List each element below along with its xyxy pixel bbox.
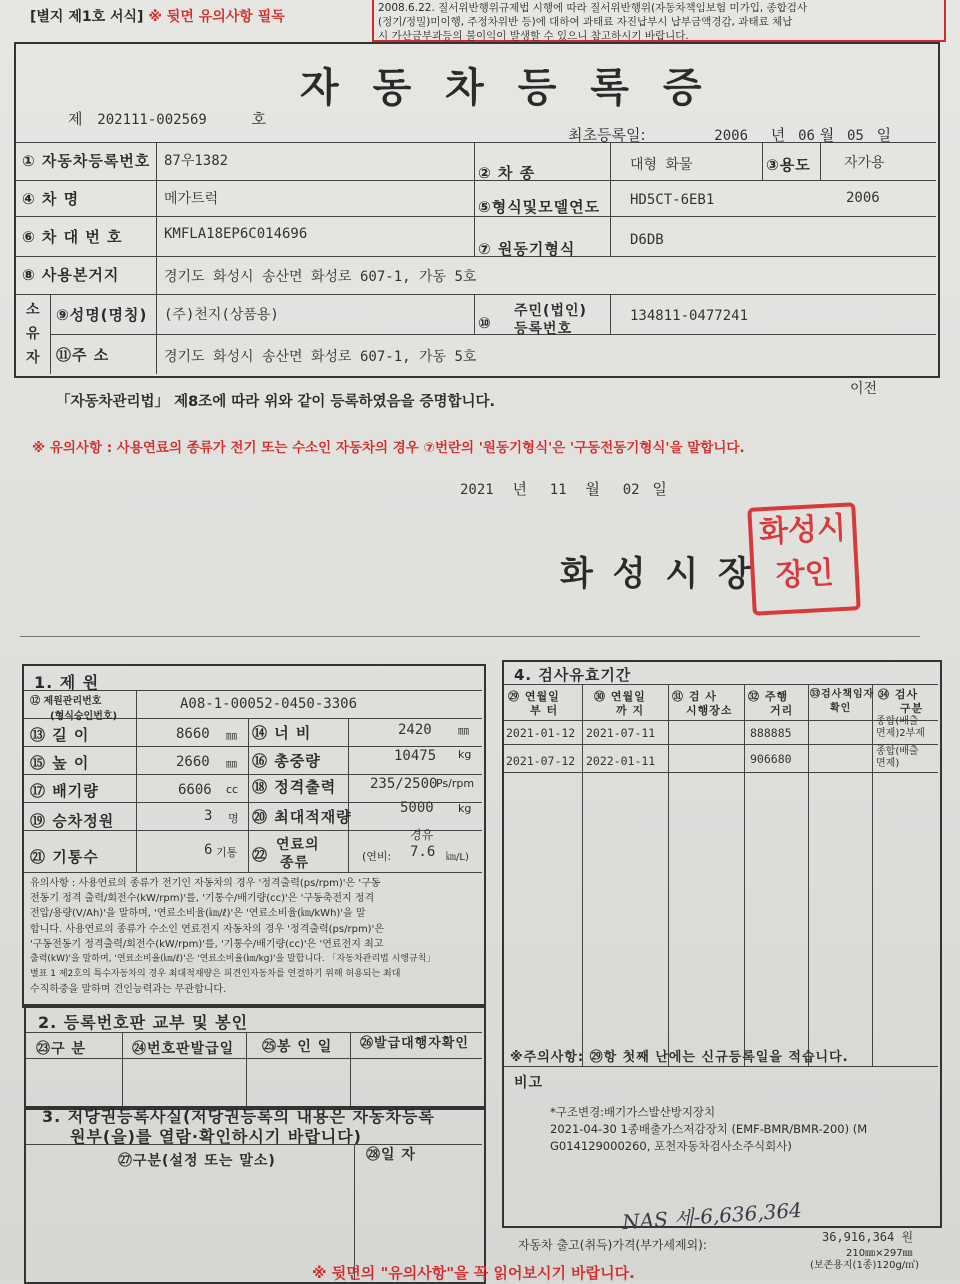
row-divider [16,180,936,181]
lien-col-header: ㉘일 자 [366,1147,416,1163]
gross-value: 10475 [394,748,437,764]
load-label: ⑳ 최대적재량 [252,808,352,826]
load-unit: kg [458,802,472,815]
base-label: ⑧ 사용본거지 [22,266,120,284]
col-divider [610,142,611,256]
height-value: 2660 [176,754,210,770]
inspection-section-title: 4. 검사유효기간 [514,666,632,684]
remark-text [550,1104,867,1155]
fuel-label: 연료의 [276,837,320,853]
col-divider [808,684,809,1066]
insp-col-num: ㉞ [878,688,890,701]
insp-col-label2: 거리 [770,704,794,717]
row-divider [50,334,936,335]
spec-section-title: 1. 제 원 [34,673,100,692]
cyl-label: ㉑ 기통수 [30,848,99,866]
remark-line: G014129000260, 포천자동차검사소주식회사) [550,1139,792,1153]
page-divider [20,636,920,637]
owner-name-label: ⑨성명(명칭) [56,306,148,324]
month-unit: 월 [819,126,835,144]
col-divider [156,294,157,374]
first-reg-day: 05 [847,128,864,144]
insp-row-from: 2021-07-12 [506,754,576,768]
row-divider [24,746,482,747]
insp-col-label2: 구분 [900,702,924,715]
power-label: ⑱ 정격출력 [252,778,337,796]
disp-label: ⑰ 배기량 [30,782,99,800]
plate-col-header: ㉕봉 인 일 [262,1039,333,1055]
length-unit: ㎜ [226,729,237,742]
first-reg-year: 2006 [714,128,749,144]
corp-no-num: ⑩ [478,314,492,332]
power-value: 235/2500 [370,776,438,792]
gross-label: ⑯ 총중량 [252,752,321,770]
transfer-note: 이전 [850,381,878,397]
insp-row-kind [876,716,925,740]
reg-no-label: ① 자동차등록번호 [22,152,151,170]
insp-col-checker [810,688,874,716]
insp-col-label2: 부 터 [530,704,559,717]
insp-col-num: ㉛ [672,690,684,703]
insp-col-label: 검사 [894,688,919,701]
caution-text: ※ 유의사항 : 사용연료의 종류가 전기 또는 수소인 자동차의 경우 ⑦번란의 '원동기형식'은 '구동전동기형식'을 말합니다. [32,440,745,456]
insp-col-label2: 까 지 [616,704,645,717]
spec-notes [30,876,435,998]
height-label: ⑮ 높 이 [30,754,90,772]
col-divider [136,690,137,872]
spec-note-line: 전압/용량(V/Ah)'을 말하며, '연료소비율(㎞/ℓ)'은 '연료소비율(㎞/kWh)'을 말 [30,908,366,920]
col-divider [474,294,475,334]
form-label [30,6,285,26]
day-unit: 일 [876,126,892,144]
use-value: 자가용 [844,155,885,171]
insp-row-mileage: 906680 [750,752,792,766]
name-label: ④ 차 명 [22,190,80,208]
col-divider [50,294,51,374]
col-divider [350,1032,351,1106]
official-seal-stamp [747,502,861,616]
cert-prefix: 제 [68,110,83,128]
spec-note-line: 수직하중을 말하며 견인능력과는 무관합니다. [30,984,227,996]
disp-unit: cc [226,783,239,796]
fuel-value: 경유 [410,828,434,842]
issue-day-unit: 일 [652,480,667,498]
name-value: 메가트럭 [164,191,219,207]
first-reg-month: 06 [798,128,815,144]
form-number: [별지 제1호 서식] [30,9,144,25]
model-label: ⑤형식및모델연도 [478,198,601,216]
col-divider [248,718,249,872]
year-unit: 년 [770,126,786,144]
insp-row-kind [876,746,919,770]
fuel-label2: 종류 [280,855,310,871]
insp-kind-line: 종합(배출 [876,716,919,727]
inspection-note: ※주의사항: ㉙항 첫째 난에는 신규등록일을 적습니다. [510,1050,849,1065]
row-divider [24,774,482,775]
insp-kind-line: 종합(배출 [876,746,919,757]
col-divider [668,684,669,1066]
certificate-number [68,108,266,129]
insp-kind-line: 면제) [876,758,900,769]
issue-month: 11 [549,482,567,498]
col-divider [744,684,745,1066]
insp-col-label2: 확인 [830,703,852,714]
certify-text: 「자동차관리법」 제8조에 따라 위와 같이 등록하였음을 증명합니다. [56,394,496,410]
type-value: 대형 화물 [630,157,693,173]
col-divider [354,1144,355,1280]
insp-col-label: 연월일 [610,690,646,703]
plate-col-header: ㉔번호판발급일 [132,1041,235,1057]
col-divider [246,1032,247,1106]
paper-size: 210㎜×297㎜ [846,1248,913,1259]
issue-year: 2021 [460,482,494,498]
notice-line: 시 가산금부과등의 불이익이 발생할 수 있으니 참고하시기 바랍니다. [378,30,689,42]
spec-note-line: '구동전동기 정격출력/회전수(kW/rpm)'를, '기통수/배기량(cc)'은 '연료전지 최고 [30,938,384,950]
model-year-value: 2006 [846,190,880,206]
paper-note: (보존용지(1종)120g/㎡) [810,1260,920,1271]
row-divider [16,256,936,257]
col-divider [348,718,349,872]
plate-col-header: ㉓구 분 [36,1041,86,1057]
insp-col-num: ㉙ [508,690,520,703]
seats-label: ⑲ 승차정원 [30,812,115,830]
bottom-note: ※ 뒷면의 "유의사항"을 꼭 읽어보시기 바랍니다. [312,1264,635,1282]
engine-label: ⑦ 원동기형식 [478,240,576,258]
row-divider [24,690,482,691]
eff-label: (연비: [362,850,392,863]
plate-section-title: 2. 등록번호판 교부 및 봉인 [38,1013,249,1032]
height-unit: ㎜ [226,757,237,770]
insp-kind-line: 면제)2부제 [876,728,925,739]
issue-day: 02 [622,482,640,498]
col-divider [122,1032,123,1106]
col-divider [820,142,821,180]
model-value: HD5CT-6EB1 [630,192,715,208]
length-label: ⑬ 길 이 [30,726,90,744]
price-value: 36,916,364 원 [822,1230,914,1244]
insp-row-from: 2021-01-12 [506,726,576,740]
seats-unit: 명 [228,812,239,825]
spec-note-line: 전동기 정격 출력/회전수(kW/rpm)'를, '기통수/배기량(cc)'은 '구동축전지 정격 [30,893,375,905]
document-title: 자 동 차 등 록 증 [300,65,712,111]
length-value: 8660 [176,726,210,742]
cyl-unit: 기통 [216,846,238,859]
row-divider [26,1058,482,1059]
lien-section-title: 3. 저당권등록사실(저당권등록의 내용은 자동차등록 [42,1107,435,1126]
col-divider [872,684,873,1066]
seats-value: 3 [204,808,213,824]
remark-line: 2021-04-30 1종배출가스저감장치 (EMF-BMR/BMR-200) (M [550,1122,868,1136]
insp-col-label: 주행 [764,690,789,703]
insp-col-label: 연월일 [524,690,560,703]
row-divider [16,294,936,295]
power-unit: Ps/rpm [436,777,475,790]
mgmt-label-text: 제원관리번호 [43,696,102,707]
insp-col-place [672,690,733,718]
remark-label: 비고 [514,1075,544,1091]
row-divider [24,872,482,873]
insp-col-kind [878,688,923,716]
plate-col-header: ㉖발급대행자확인 [360,1036,469,1051]
base-value: 경기도 화성시 송산면 화성로 607-1, 가동 5호 [164,269,477,285]
col-divider [582,684,583,1066]
insp-col-mileage [748,690,793,718]
insp-row-to: 2022-01-11 [586,754,656,768]
vin-value: KMFLA18EP6C014696 [164,226,308,242]
row-divider [504,1066,938,1067]
address-label: ⑪주 소 [56,346,110,364]
issue-date [460,478,667,499]
lien-col-header: ㉗구분(설정 또는 말소) [118,1153,276,1169]
lien-section-title2: 원부(을)를 열람·확인하시기 바랍니다) [70,1127,362,1146]
spec-note-line: 출력(kW)'을 말하며, '연료소비율(㎞/ℓ)'은 '연료소비율(㎞/kg)'을 말합니다. 「자동차관리법 시행규칙」 [30,954,436,965]
row-divider [16,142,936,143]
width-label: ⑭ 너 비 [252,724,312,742]
notice-line: (정기/정밀)미이행, 주정차위반 등)에 대하여 과태료 자진납부시 납부금액경감, 과태료 체납 [378,16,793,28]
col-divider [474,142,475,256]
gross-unit: kg [458,748,472,761]
insp-col-num: ㉜ [748,690,760,703]
insp-col-label: 검 사 [688,690,717,703]
address-value: 경기도 화성시 송산면 화성로 607-1, 가동 5호 [164,349,477,365]
cert-number-value: 202111-002569 [97,112,207,128]
corp-no-label2: 등록번호 [514,321,573,337]
insp-col-num: ㉝ [810,689,821,700]
mgmt-label [30,692,117,722]
width-value: 2420 [398,722,432,738]
seal-line: 장인 [774,555,835,594]
mgmt-value: A08-1-00052-0450-3306 [180,696,358,712]
first-reg-label: 최초등록일: [568,126,646,144]
vin-label: ⑥ 차 대 번 호 [22,228,123,246]
corp-no-label: 주민(법인) [514,303,587,319]
owner-name-value: (주)천지(상품용) [164,307,279,323]
col-divider [156,142,157,294]
seal-line: 화성시 [758,510,847,551]
back-note: ※ 뒷면 유의사항 필독 [148,9,285,25]
mgmt-num: ⑫ [30,696,40,707]
engine-value: D6DB [630,232,664,248]
insp-col-from [508,690,560,718]
owner-side-label: 소 유 자 [26,302,41,366]
spec-note-line: 별표 1 제2호의 특수자동차의 경우 최대적재량은 피견인자동차를 연결하기 위해 허용되는 최대 [30,969,401,980]
type-label: ② 차 종 [478,164,536,182]
spec-note-line: 합니다. 사용연료의 종류가 수소인 연료전지 자동차의 경우 '정격출력(ps/rpm)'은 [30,923,384,935]
spec-note-line: 유의사항 : 사용연료의 종류가 전기인 자동차의 경우 '정격출력(ps/rpm)'은 '구동 [30,878,381,889]
row-divider [16,216,936,217]
insp-row-to: 2021-07-11 [586,726,656,740]
insp-col-label: 검사책임자 [821,689,875,700]
disp-value: 6606 [178,782,212,798]
issuer-name: 화 성 시 장 [560,554,755,594]
issue-year-unit: 년 [512,480,527,498]
eff-unit: ㎞/L) [446,852,469,863]
cyl-value: 6 [204,842,213,858]
remark-line: *구조변경:배기가스발산방지장치 [550,1105,716,1119]
insp-row-mileage: 888885 [750,726,792,740]
mgmt-label-sub: (형식승인번호) [50,711,118,722]
handwritten-note: NAS 세-6,636,364 [621,1197,803,1235]
issue-month-unit: 월 [585,480,600,498]
insp-col-num: ㉚ [594,690,606,703]
insp-col-label2: 시행장소 [686,704,733,717]
notice-line: 2008.6.22. 질서위반행위규제법 시행에 따라 질서위반행위(자동차책임보험 미가입, 종합검사 [378,2,808,14]
insp-col-to [594,690,646,718]
load-value: 5000 [400,800,434,816]
fuel-num: ㉒ [252,846,269,864]
cert-suffix: 호 [251,110,267,128]
corp-no-value: 134811-0477241 [630,308,749,324]
eff-value: 7.6 [410,844,436,860]
col-divider [610,294,611,334]
use-label: ③용도 [766,156,811,174]
price-label: 자동차 출고(취득)가격(부가세제외): [518,1238,707,1252]
reg-no-value: 87우1382 [164,153,229,169]
width-unit: ㎜ [458,724,469,737]
penalty-notice [372,0,946,42]
col-divider [762,142,763,180]
